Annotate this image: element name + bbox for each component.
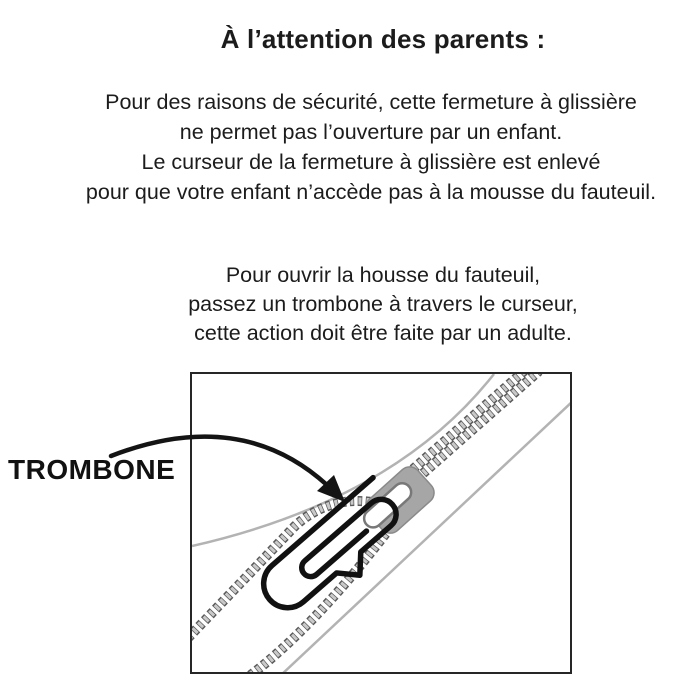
- text-line: cette action doit être faite par un adulte.: [194, 321, 572, 345]
- zipper-teeth-row-left: [192, 501, 372, 638]
- text-line: passez un trombone à travers le curseur,: [188, 292, 578, 316]
- intro-paragraph: [21, 87, 700, 207]
- text-line: ne permet pas l’ouverture par un enfant.: [179, 120, 563, 144]
- text-line: pour que votre enfant n’accède pas à la mousse du fauteuil.: [85, 180, 657, 204]
- text-line: Le curseur de la fermeture à glissière est enlevé: [141, 150, 601, 174]
- zipper-tape-edge-lower: [280, 400, 570, 672]
- text-line: Pour ouvrir la housse du fauteuil,: [225, 263, 541, 287]
- zipper-tape-edge-upper: [192, 374, 494, 546]
- text-line: Pour des raisons de sécurité, cette fermeture à glissière: [105, 90, 637, 114]
- page-title: À l’attention des parents :: [220, 24, 546, 54]
- instructions-paragraph: [33, 261, 700, 348]
- trombone-label: TROMBONE: [8, 454, 176, 485]
- diagram-box: [190, 372, 572, 674]
- zipper-illustration: [192, 374, 570, 672]
